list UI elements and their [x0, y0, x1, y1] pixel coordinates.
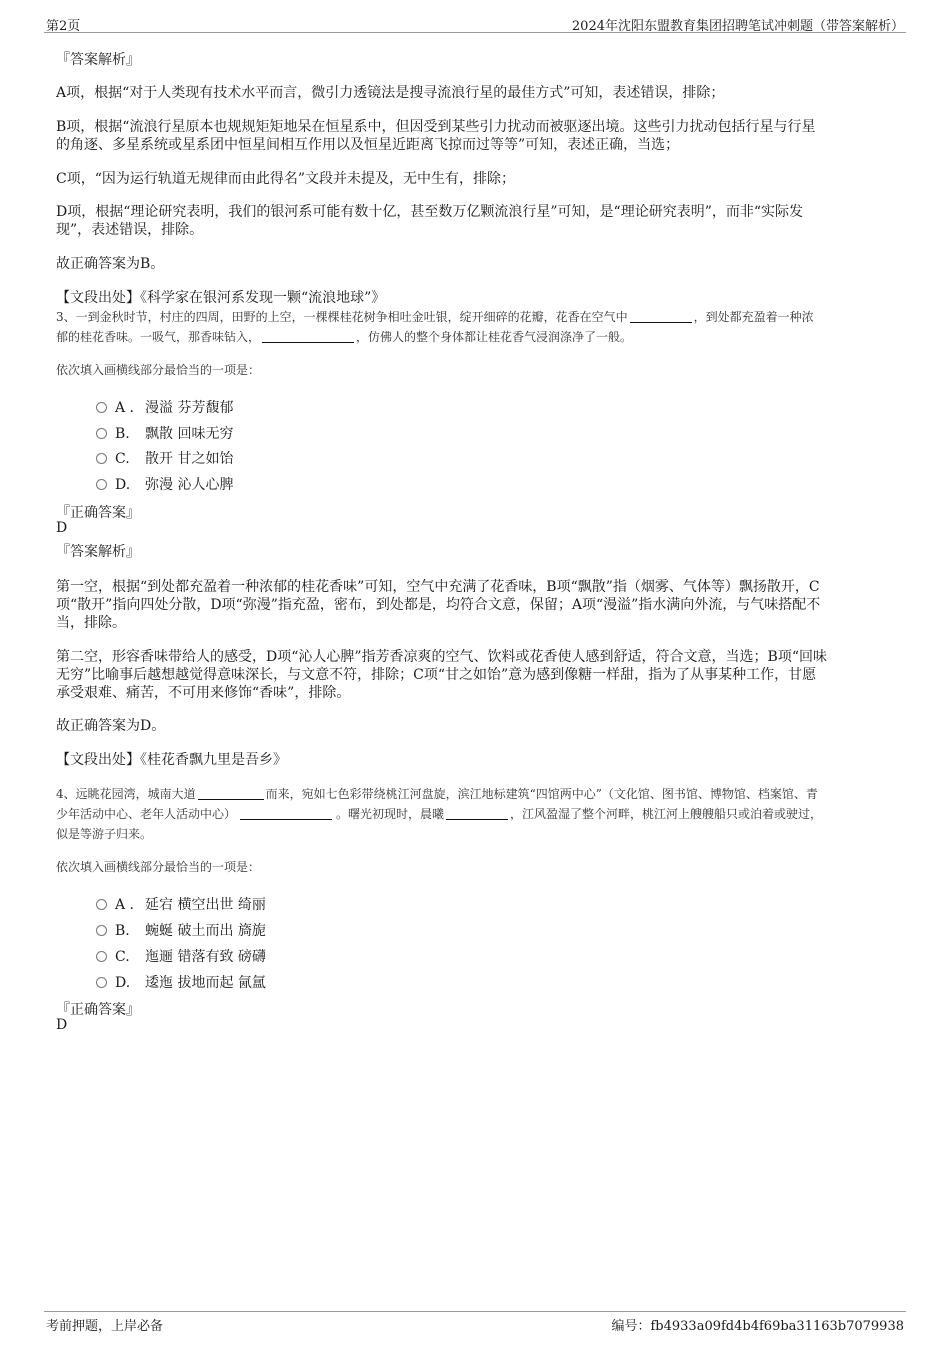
q3-source: 【文段出处】《桂花香飘九里是吾乡》	[56, 752, 287, 768]
option-letter: B.	[115, 923, 130, 939]
q3-text-2a: 郁的桂花香味。一吸气，那香味钻入，	[56, 330, 261, 344]
q4-blank-1	[198, 799, 264, 800]
q2-analysis-a: A项，根据“对于人类现有技术水平而言，微引力透镜法是搜寻流浪行星的最佳方式”可知，表述错误，排除；	[56, 85, 725, 101]
radio-icon[interactable]	[96, 951, 107, 962]
q3-question-line1	[56, 308, 814, 325]
q2-source: 【文段出处】《科学家在银河系发现一颗“流浪地球”》	[56, 290, 386, 306]
page-header	[44, 14, 906, 33]
q2-analysis-d-line2: 现”，表述错误，排除。	[56, 222, 204, 238]
q4-question-line3: 似是等游子归来。	[56, 827, 153, 841]
q4-answer-label: 『正确答案』	[56, 1002, 140, 1018]
q3-analysis-label: 『答案解析』	[56, 544, 140, 560]
radio-icon[interactable]	[96, 899, 107, 910]
q4-option-b[interactable]	[96, 920, 266, 940]
q4-text-2c: ，江风盈湿了整个河畔，桃江河上艘艘船只或泊着或驶过，	[510, 807, 823, 821]
q3-analysis-p2-line1: 第二空，形容香味带给人的感受，D项“沁人心脾”指芳香凉爽的空气、饮料或花香使人感到舒适，符合文意，当选；B项“回味	[56, 649, 827, 665]
option-letter: A .	[115, 897, 135, 913]
q3-analysis-p1-line3: 当，排除。	[56, 615, 126, 631]
option-text: 迤逦 错落有致 磅礴	[145, 949, 266, 965]
q3-blank-1	[630, 322, 692, 323]
option-letter: D.	[115, 477, 131, 493]
q4-blank-2	[240, 819, 332, 820]
q3-option-a[interactable]	[96, 397, 233, 417]
option-text: 漫溢 芬芳馥郁	[145, 400, 234, 416]
q2-analysis-b-line1: B项，根据“流浪行星原本也规规矩矩地呆在恒星系中，但因受到某些引力扰动而被驱逐出境。这些引力扰动包括行星与行星	[56, 119, 816, 135]
option-text: 飘散 回味无穷	[145, 426, 234, 442]
q3-analysis-p1-line1: 第一空，根据“到处都充盈着一种浓郁的桂花香味”可知，空气中充满了花香味，B项“飘散”指（烟雾、气体等）飘扬散开，C	[56, 579, 820, 595]
option-text: 延宕 横空出世 绮丽	[145, 897, 266, 913]
q2-conclusion: 故正确答案为B。	[56, 256, 165, 272]
q4-instruction: 依次填入画横线部分最恰当的一项是：	[56, 860, 261, 874]
q3-option-d[interactable]	[96, 474, 233, 494]
q3-conclusion: 故正确答案为D。	[56, 718, 166, 734]
q3-question-line2	[56, 328, 632, 345]
option-letter: C.	[115, 451, 130, 467]
option-letter: C.	[115, 949, 130, 965]
q4-text-2b: 。曙光初现时，晨曦	[336, 807, 445, 821]
q4-option-c[interactable]	[96, 946, 266, 966]
q3-option-c[interactable]	[96, 448, 233, 468]
radio-icon[interactable]	[96, 402, 107, 413]
q3-instruction: 依次填入画横线部分最恰当的一项是：	[56, 363, 261, 377]
radio-icon[interactable]	[96, 925, 107, 936]
q3-text-2b: ，仿佛人的整个身体都让桂花香气浸润涤净了一般。	[356, 330, 633, 344]
option-letter: D.	[115, 975, 131, 991]
q3-answer-label: 『正确答案』	[56, 505, 140, 521]
q3-answer: D	[56, 520, 68, 536]
q2-analysis-c: C项，“因为运行轨道无规律而由此得名”文段并未提及，无中生有，排除；	[56, 171, 516, 187]
option-text: 蜿蜒 破土而出 旖旎	[145, 923, 266, 939]
q3-analysis-p1-line2: 项“散开”指向四处分散，D项“弥漫”指充盈，密布，到处都是，均符合文意，保留；A项“漫溢”指水满向外流，与气味搭配不	[56, 597, 821, 613]
footer-slogan: 考前押题，上岸必备	[46, 1319, 164, 1334]
q4-text-2a: 少年活动中心、老年人活动中心）	[56, 807, 237, 821]
q4-option-a[interactable]	[96, 894, 266, 914]
q3-option-b[interactable]	[96, 423, 233, 443]
radio-icon[interactable]	[96, 453, 107, 464]
option-text: 散开 甘之如饴	[145, 451, 234, 467]
option-text: 弥漫 沁人心脾	[145, 477, 234, 493]
q3-blank-2	[262, 342, 354, 343]
option-letter: B.	[115, 426, 130, 442]
q4-question-line2	[56, 805, 822, 822]
q2-analysis-label: 『答案解析』	[56, 52, 140, 68]
q4-text-1a: 4、远眺花园湾，城南大道	[56, 787, 196, 801]
q3-analysis-p2-line2: 无穷”比喻事后越想越觉得意味深长，与文意不符，排除；C项“甘之如饴”意为感到像糖一样甜，指为了从事某种工作，甘愿	[56, 667, 817, 683]
option-text: 逶迤 拔地而起 氤氲	[145, 975, 266, 991]
radio-icon[interactable]	[96, 977, 107, 988]
q4-blank-3	[446, 819, 508, 820]
radio-icon[interactable]	[96, 428, 107, 439]
option-letter: A .	[115, 400, 135, 416]
page-footer	[44, 1311, 906, 1334]
q4-text-1b: 而来，宛如七色彩带绕桃江河盘旋，滨江地标建筑“四馆两中心”（文化馆、图书馆、博物馆、档案馆、青	[265, 787, 818, 801]
radio-icon[interactable]	[96, 479, 107, 490]
q2-analysis-d-line1: D项，根据“理论研究表明，我们的银河系可能有数十亿，甚至数万亿颗流浪行星”可知，是“理论研究表明”，而非“实际发	[56, 204, 804, 220]
q3-text-1a: 3、一到金秋时节，村庄的四周，田野的上空，一棵棵桂花树争相吐金吐银，绽开细碎的花瓣，花香在空气中	[56, 310, 628, 324]
document-code: 编号：fb4933a09fd4b4f69ba31163b7079938	[611, 1319, 904, 1334]
q3-text-1b: ，到处都充盈着一种浓	[693, 310, 814, 324]
q3-analysis-p2-line3: 承受艰难、痛苦，不可用来修饰“香味”，排除。	[56, 685, 351, 701]
page-number: 第2页	[46, 19, 81, 34]
q4-question-line1	[56, 785, 818, 802]
q4-option-d[interactable]	[96, 972, 266, 992]
q2-analysis-b-line2: 的角逐、多星系统或星系团中恒星间相互作用以及恒星近距离飞掠而过等等”可知，表述正确，当选；	[56, 137, 680, 153]
q4-answer: D	[56, 1017, 68, 1033]
document-title: 2024年沈阳东盟教育集团招聘笔试冲刺题（带答案解析）	[571, 19, 904, 34]
